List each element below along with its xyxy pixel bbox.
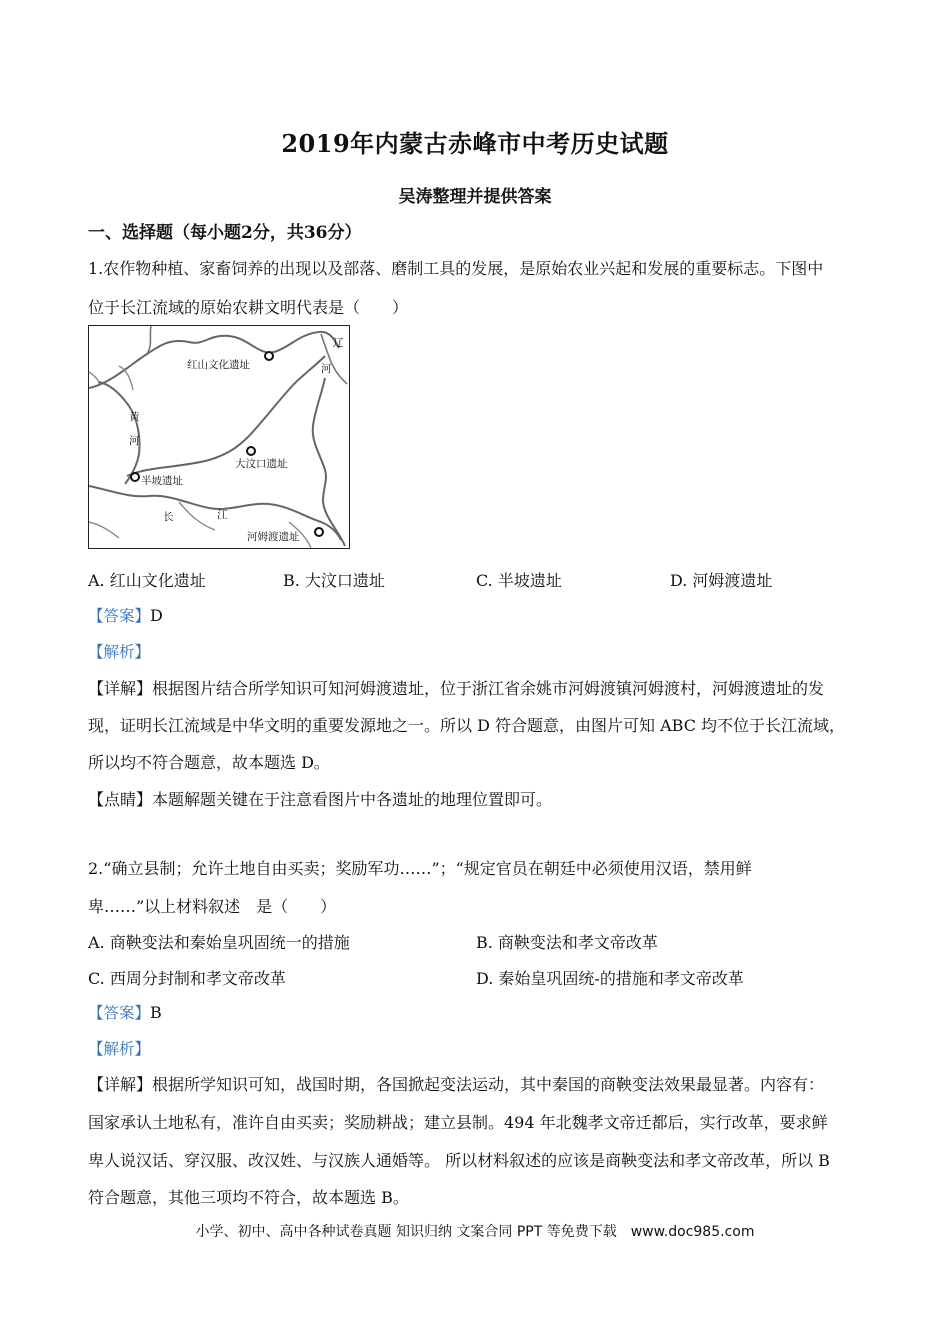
- q2-option-d: D. 秦始皇巩固统-的措施和孝文帝改革: [476, 969, 744, 988]
- section-heading: 一、选择题（每小题2分，共36分）: [88, 223, 362, 243]
- yangtze-river-line: [89, 486, 341, 540]
- label-liao: 辽: [333, 337, 344, 349]
- q2-option-b: B. 商鞅变法和孝文帝改革: [476, 933, 658, 952]
- q2-answer-tag: 【答案】: [88, 1004, 151, 1022]
- q2-option-a: A. 商鞅变法和秦始皇巩固统一的措施: [88, 933, 350, 952]
- q1-detail-line2: 现，证明长江流域是中华文明的重要发源地之一。所以 D 符合题意，由图片可知 ABC 均不位于长江流域，: [88, 716, 846, 735]
- q2-detail-line1: [88, 1072, 824, 1095]
- q1-analysis-tag: 【解析】: [88, 643, 151, 661]
- label-huang-he: 河: [129, 435, 140, 447]
- q2-detail-line2: 国家承认土地私有，准许自由买卖；奖励耕战；建立县制。494 年北魏孝文帝迁都后，实行改革，要求鲜: [88, 1113, 828, 1132]
- label-liao-he: 河: [321, 363, 332, 375]
- q2-answer-line: [88, 1001, 162, 1023]
- q1-answer-value: D: [150, 606, 163, 625]
- q2-analysis-line: [88, 1037, 150, 1059]
- page-title: 2019年内蒙古赤峰市中考历史试题: [281, 129, 669, 158]
- page-subtitle: 吴涛整理并提供答案: [398, 187, 552, 207]
- dawenkou-site-marker: [247, 447, 255, 455]
- q1-detail-line3: 所以均不符合题意，故本题选 D。: [88, 753, 330, 772]
- map-drawing: [89, 326, 349, 548]
- q1-point-tag: 【点睛】: [88, 790, 153, 809]
- q2-stem-line2: 卑……”以上材料叙述 是（ ）: [88, 897, 337, 916]
- q1-detail-line1: [88, 676, 824, 699]
- q2-detail-text1: 根据所学知识可知，战国时期，各国掀起变法运动，其中秦国的商鞅变法效果最显著。内容有：: [152, 1075, 825, 1094]
- yangtze-branch-line: [179, 502, 215, 530]
- banpo-site-marker: [131, 473, 139, 481]
- q2-analysis-tag: 【解析】: [88, 1040, 151, 1058]
- q1-point-text: 本题解题关键在于注意看图片中各遗址的地理位置即可。: [152, 790, 553, 809]
- label-hemudu: 河姆渡遗址: [247, 531, 300, 543]
- label-banpo: 半坡遗址: [141, 475, 183, 487]
- river-line: [89, 372, 99, 384]
- hongshan-site-marker: [265, 352, 273, 360]
- q1-option-a: A. 红山文化遗址: [88, 571, 206, 590]
- q2-detail-tag: 【详解】: [88, 1075, 153, 1094]
- yellow-river-course-line: [127, 356, 325, 476]
- q1-stem-line1: 1.农作物种植、家畜饲养的出现以及部落、磨制工具的发展，是原始农业兴起和发展的重要标志。下图中: [88, 259, 824, 278]
- label-huang: 黄: [129, 411, 140, 423]
- q2-answer-value: B: [150, 1003, 162, 1022]
- q1-point-line: [88, 787, 552, 810]
- q1-detail-text1: 根据图片结合所学知识可知河姆渡遗址，位于浙江省余姚市河姆渡镇河姆渡村，河姆渡遗址的发: [152, 679, 825, 698]
- q1-option-d: D. 河姆渡遗址: [670, 571, 773, 590]
- q2-option-c: C. 西周分封制和孝文帝改革: [88, 969, 286, 988]
- q1-option-b: B. 大汶口遗址: [283, 571, 385, 590]
- q2-detail-line3: 卑人说汉话、穿汉服、改汉姓、与汉族人通婚等。 所以材料叙述的应该是商鞅变法和孝文帝改革，所以 B: [88, 1151, 830, 1170]
- q2-detail-line4: 符合题意，其他三项均不符合，故本题选 B。: [88, 1188, 409, 1207]
- label-jiang: 江: [217, 509, 228, 521]
- border-line: [147, 326, 151, 354]
- page-footer: 小学、初中、高中各种试卷真题 知识归纳 文案合同 PPT 等免费下载 www.doc985.com: [195, 1224, 755, 1240]
- label-chang: 长: [163, 511, 174, 523]
- river-line: [89, 522, 119, 538]
- q1-analysis-line: [88, 640, 150, 662]
- q1-option-c: C. 半坡遗址: [476, 571, 562, 590]
- hemudu-site-marker: [315, 528, 323, 536]
- yellow-river-west-line: [99, 382, 140, 484]
- q1-answer-tag: 【答案】: [88, 607, 151, 625]
- label-dawenkou: 大汶口遗址: [235, 458, 288, 470]
- q1-detail-tag: 【详解】: [88, 679, 153, 698]
- q1-map: [88, 325, 350, 549]
- label-hongshan: 红山文化遗址: [187, 359, 250, 371]
- q1-stem-line2: 位于长江流域的原始农耕文明代表是（ ）: [88, 298, 409, 317]
- q1-answer-line: [88, 604, 163, 626]
- q2-stem-line1: 2.“确立县制；允许土地自由买卖；奖励军功……”；“规定官员在朝廷中必须使用汉语，禁用鲜: [88, 859, 752, 878]
